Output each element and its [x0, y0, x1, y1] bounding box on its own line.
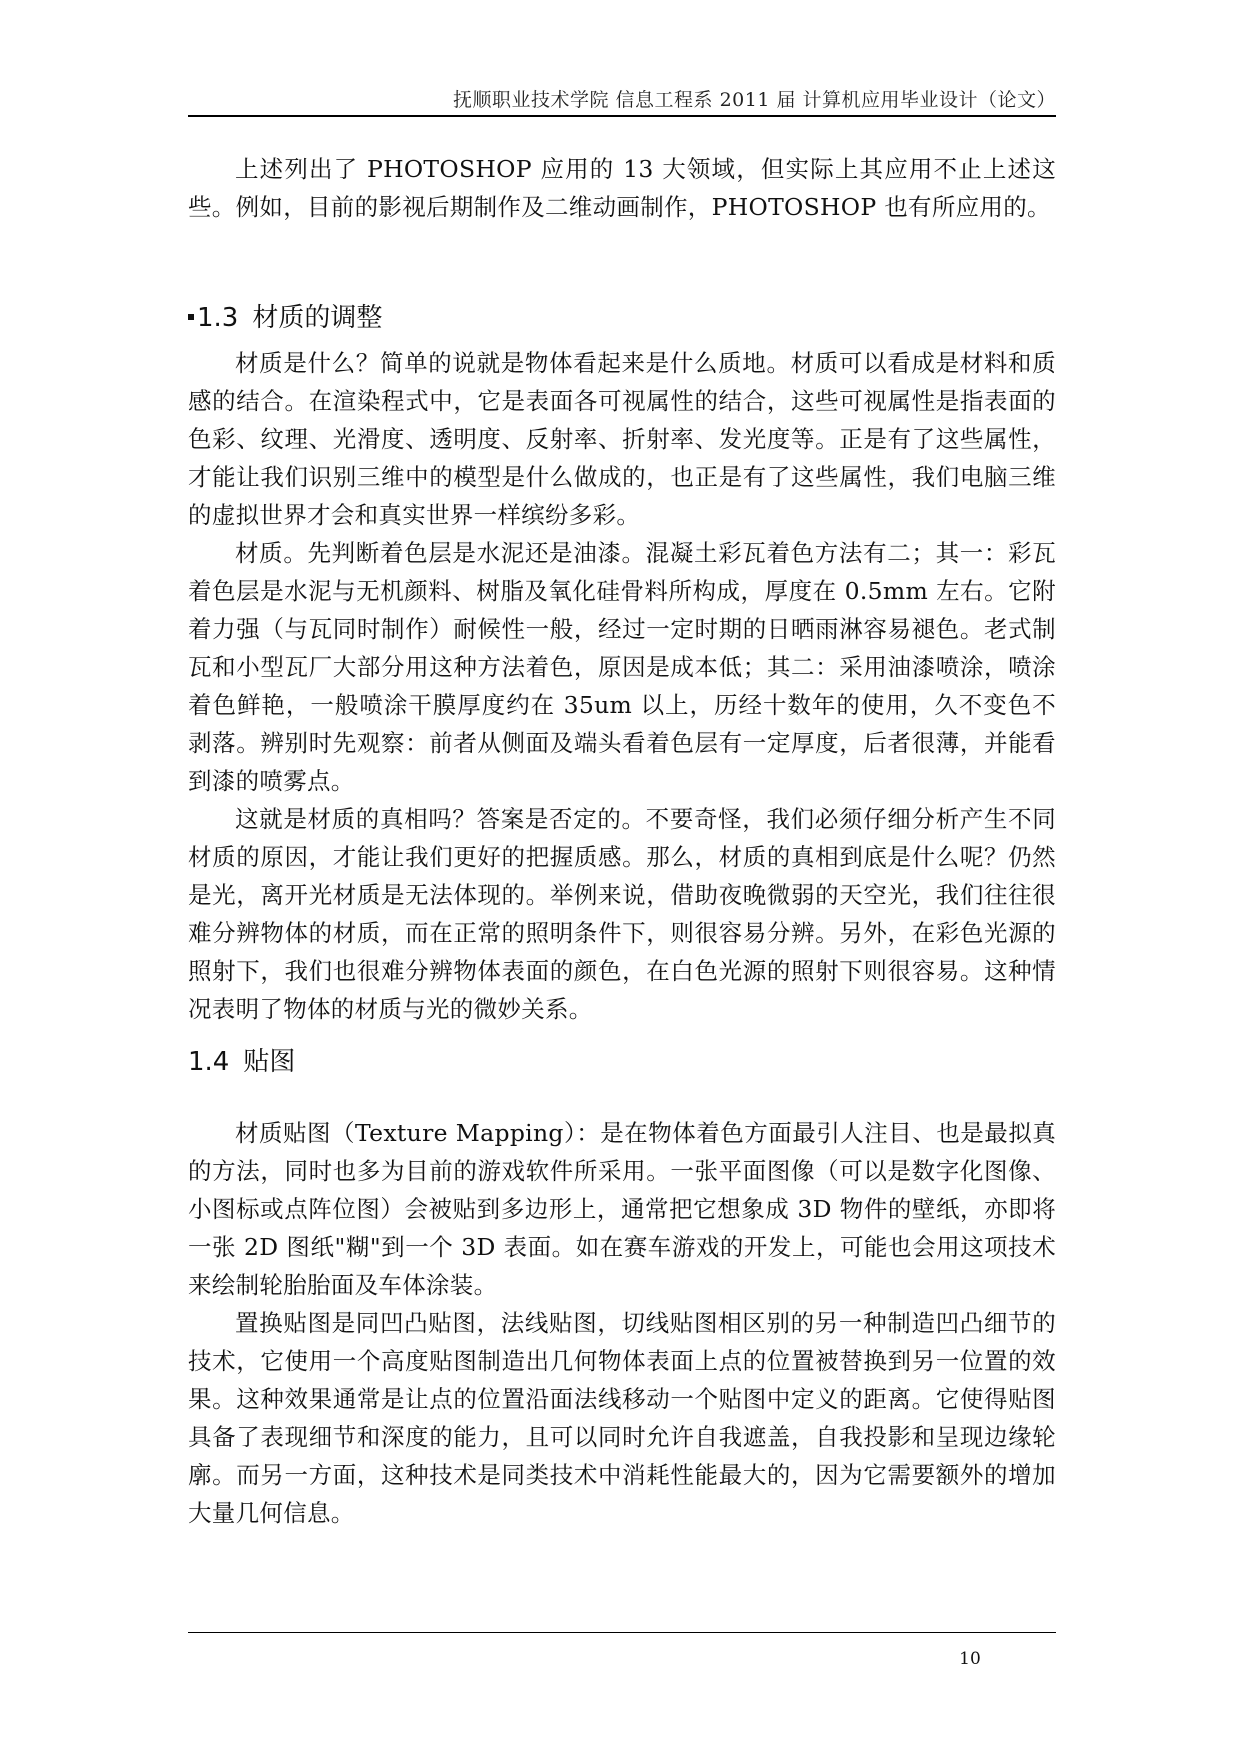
page-number: 10 — [959, 1649, 981, 1669]
section-title: 贴图 — [243, 1047, 296, 1077]
spacer — [188, 226, 1056, 298]
section-number: 1.4 — [188, 1047, 230, 1077]
section-number: 1.3 — [197, 303, 239, 333]
section-1-3-paragraph-3: 这就是材质的真相吗？答案是否定的。不要奇怪，我们必须仔细分析产生不同材质的原因，才能让我们更好的把握质感。那么，材质的真相到底是什么呢？仍然是光，离开光材质是无法体现的。举例来说，借助夜晚微弱的天空光，我们往往很难分辨物体的材质，而在正常的照明条件下，则很容易分辨。另外，在彩色光源的照射下，我们也很难分辨物体表面的颜色，在白色光源的照射下则很容易。这种情况表明了物体的材质与光的微妙关系。 — [188, 805, 1056, 1023]
running-header: 抚顺职业技术学院 信息工程系 2011 届 计算机应用毕业设计（论文） — [452, 89, 1056, 111]
heading-bullet-marker — [188, 314, 194, 320]
section-1-3-paragraph-2: 材质。先判断着色层是水泥还是油漆。混凝土彩瓦着色方法有二；其一：彩瓦着色层是水泥与无机颜料、树脂及氧化硅骨料所构成，厚度在 0.5mm 左右。它附着力强（与瓦同时制作）耐候性一般，经过一定时期的日晒雨淋容易褪色。老式制瓦和小型瓦厂大部分用这种方法着色，原因是成本低；其二：采用油漆喷涂，喷涂着色鲜艳，一般喷涂干膜厚度约在 35um 以上，历经十数年的使用，久不变色不剥落。辨别时先观察：前者从侧面及端头看着色层有一定厚度，后者很薄，并能看到漆的喷雾点。 — [188, 539, 1056, 795]
section-heading-1-4 — [188, 1042, 1056, 1082]
section-1-3-paragraph-1: 材质是什么？简单的说就是物体看起来是什么质地。材质可以看成是材料和质感的结合。在渲染程式中，它是表面各可视属性的结合，这些可视属性是指表面的色彩、纹理、光滑度、透明度、反射率、折射率、发光度等。正是有了这些属性，才能让我们识别三维中的模型是什么做成的，也正是有了这些属性，我们电脑三维的虚拟世界才会和真实世界一样缤纷多彩。 — [188, 349, 1056, 529]
section-title: 材质的调整 — [252, 303, 383, 333]
section-heading-1-3 — [188, 298, 1056, 338]
header-rule — [188, 115, 1056, 117]
section-1-4-paragraph-1: 材质贴图（Texture Mapping）：是在物体着色方面最引人注目、也是最拟真的方法，同时也多为目前的游戏软件所采用。一张平面图像（可以是数字化图像、小图标或点阵位图）会被贴到多边形上，通常把它想象成 3D 物件的壁纸，亦即将一张 2D 图纸"糊"到一个 3D 表面。如在赛车游戏的开发上，可能也会用这项技术来绘制轮胎胎面及车体涂装。 — [188, 1119, 1056, 1299]
document-body — [188, 150, 1056, 1532]
footer-rule — [188, 1632, 1056, 1633]
intro-paragraph: 上述列出了 PHOTOSHOP 应用的 13 大领域，但实际上其应用不止上述这些。例如，目前的影视后期制作及二维动画制作，PHOTOSHOP 也有所应用的。 — [188, 155, 1056, 221]
section-1-4-paragraph-2: 置换贴图是同凹凸贴图，法线贴图，切线贴图相区别的另一种制造凹凸细节的技术，它使用一个高度贴图制造出几何物体表面上点的位置被替换到另一位置的效果。这种效果通常是让点的位置沿面法线移动一个贴图中定义的距离。它使得贴图具备了表现细节和深度的能力，且可以同时允许自我遮盖，自我投影和呈现边缘轮廓。而另一方面，这种技术是同类技术中消耗性能最大的，因为它需要额外的增加大量几何信息。 — [188, 1309, 1056, 1527]
spacer — [188, 1028, 1056, 1042]
